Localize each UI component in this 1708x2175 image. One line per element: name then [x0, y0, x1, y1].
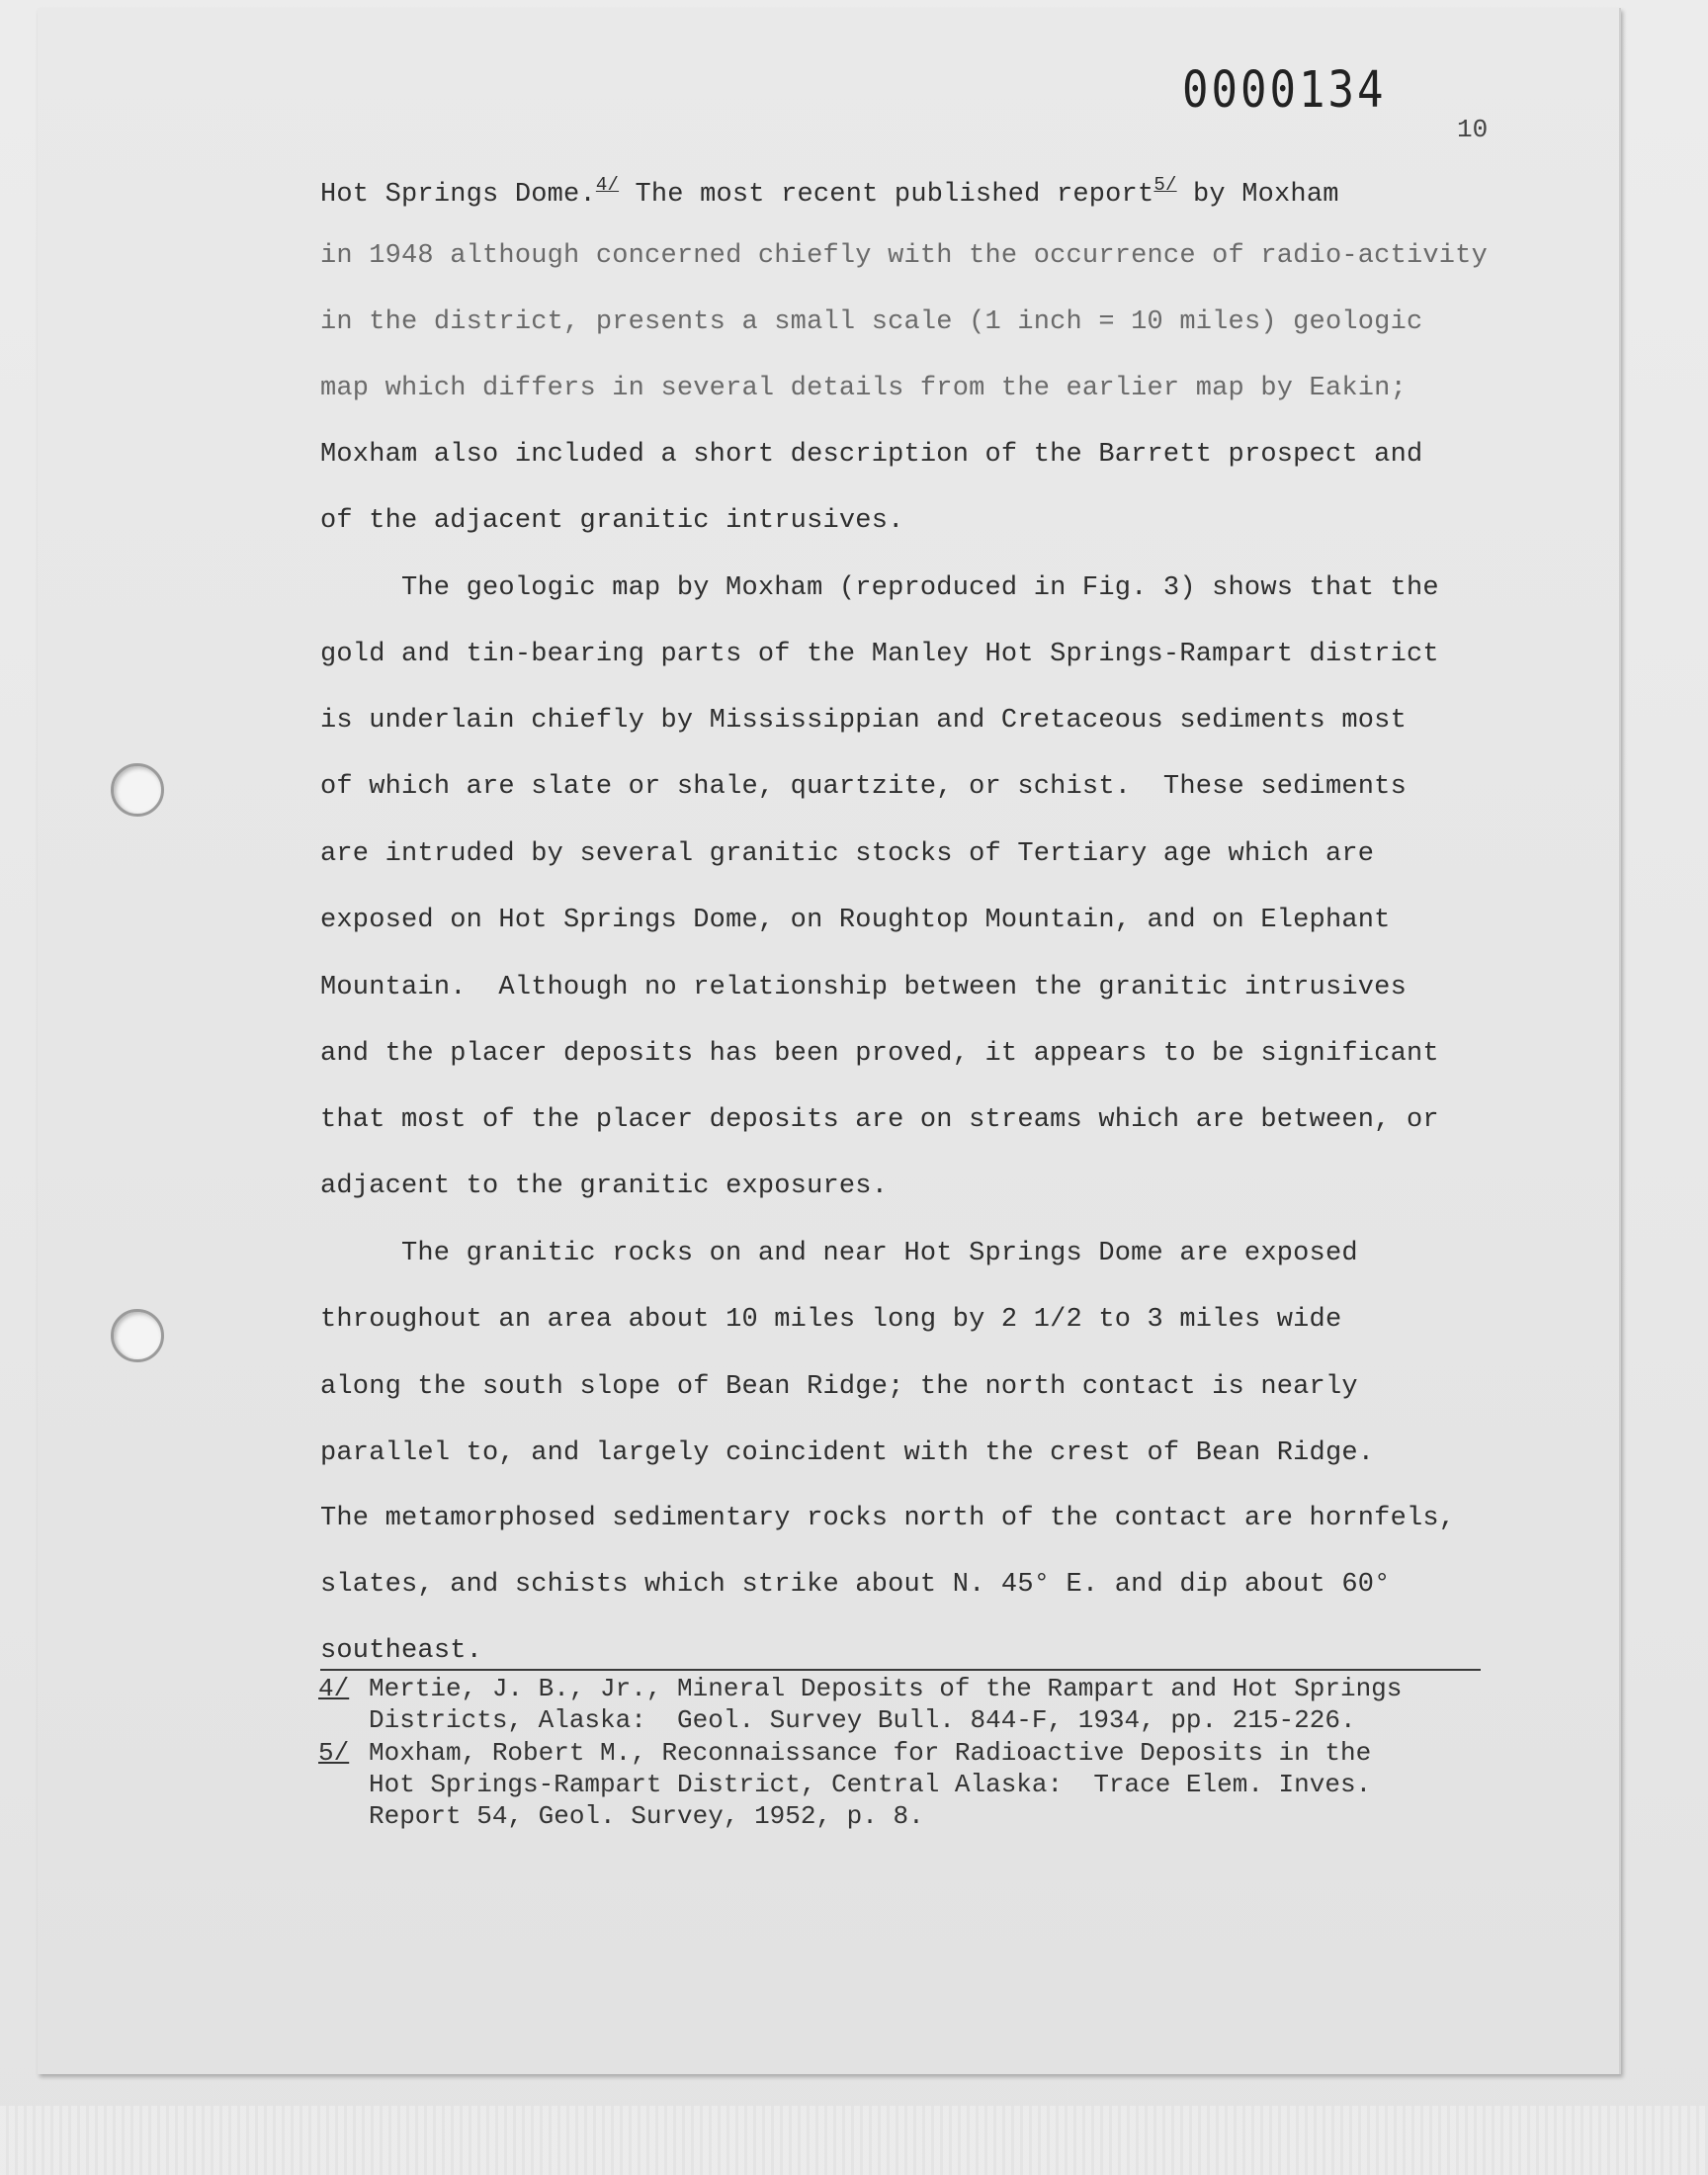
text-run: Hot Springs Dome. [320, 180, 596, 210]
document-stamp-number: 0000134 [1182, 61, 1387, 120]
footnote-ref-5[interactable]: 5/ [1153, 174, 1177, 196]
body-line: Mountain. Although no relationship between the granitic intrusives [320, 973, 1407, 1002]
text-run: The most recent published report [619, 180, 1154, 210]
body-line: slates, and schists which strike about N. 45° E. and dip about 60° [320, 1570, 1391, 1600]
body-line: are intruded by several granitic stocks of Tertiary age which are [320, 839, 1375, 869]
footnote-mark-5: 5/ [318, 1738, 350, 1768]
scanner-edge [0, 2106, 1708, 2175]
body-line: Moxham also included a short description of the Barrett prospect and [320, 440, 1423, 470]
body-line [320, 174, 1339, 210]
footnote-5-line: Moxham, Robert M., Reconnaissance for Radioactive Deposits in the [369, 1738, 1372, 1768]
punch-hole [111, 763, 164, 817]
body-line: of which are slate or shale, quartzite, or schist. These sediments [320, 772, 1407, 802]
body-line: of the adjacent granitic intrusives. [320, 506, 904, 536]
body-line: map which differs in several details from the earlier map by Eakin; [320, 374, 1407, 403]
body-line: The granitic rocks on and near Hot Springs Dome are exposed [401, 1239, 1358, 1268]
footnote-4-line: Districts, Alaska: Geol. Survey Bull. 844-F, 1934, pp. 215-226. [369, 1705, 1356, 1735]
body-line: and the placer deposits has been proved, it appears to be significant [320, 1039, 1439, 1069]
body-line: along the south slope of Bean Ridge; the north contact is nearly [320, 1372, 1358, 1402]
body-line: throughout an area about 10 miles long by 2 1/2 to 3 miles wide [320, 1305, 1342, 1335]
body-line: southeast. [320, 1636, 483, 1666]
footnote-5-line: Hot Springs-Rampart District, Central Alaska: Trace Elem. Inves. [369, 1770, 1372, 1799]
footnote-4-line: Mertie, J. B., Jr., Mineral Deposits of the Rampart and Hot Springs [369, 1674, 1403, 1703]
body-line: that most of the placer deposits are on streams which are between, or [320, 1105, 1439, 1135]
punch-hole [111, 1309, 164, 1362]
body-line: The metamorphosed sedimentary rocks north of the contact are hornfels, [320, 1504, 1456, 1533]
body-line: exposed on Hot Springs Dome, on Roughtop Mountain, and on Elephant [320, 906, 1391, 935]
text-run: by Moxham [1176, 180, 1339, 210]
footnote-divider [320, 1669, 1481, 1671]
footnote-mark-4: 4/ [318, 1674, 350, 1703]
page-number: 10 [1457, 115, 1489, 144]
body-line: The geologic map by Moxham (reproduced in Fig. 3) shows that the [401, 573, 1439, 603]
body-line: in the district, presents a small scale (1 inch = 10 miles) geologic [320, 307, 1423, 337]
body-line: gold and tin-bearing parts of the Manley Hot Springs-Rampart district [320, 640, 1439, 669]
body-line: is underlain chiefly by Mississippian and Cretaceous sediments most [320, 706, 1407, 736]
body-line: in 1948 although concerned chiefly with the occurrence of radio-activity [320, 241, 1488, 271]
body-line: adjacent to the granitic exposures. [320, 1172, 889, 1201]
body-line: parallel to, and largely coincident with the crest of Bean Ridge. [320, 1438, 1375, 1468]
footnote-ref-4[interactable]: 4/ [595, 174, 620, 196]
footnote-5-line: Report 54, Geol. Survey, 1952, p. 8. [369, 1801, 924, 1831]
